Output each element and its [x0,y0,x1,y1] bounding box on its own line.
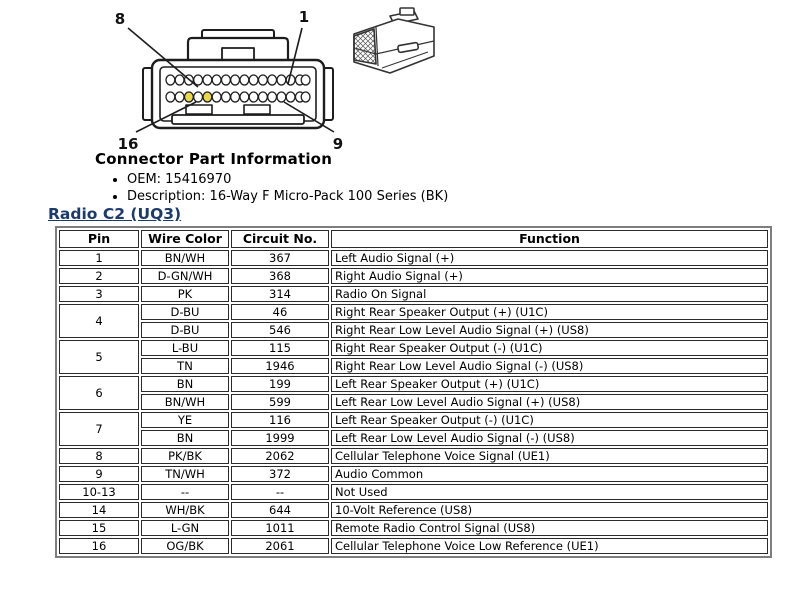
table-header-row [59,230,768,248]
wire-color-cell: L-GN [141,520,229,536]
oem-number: • OEM: 15416970 [127,172,448,187]
wire-color-cell: TN [141,358,229,374]
connector-description: • Description: 16-Way F Micro-Pack 100 Series (BK) [127,189,448,204]
circuit-no-cell: 314 [231,286,329,302]
pin-cell: 7 [59,412,139,446]
circuit-no-cell: 1999 [231,430,329,446]
table-row [59,304,768,320]
wire-color-cell: BN [141,376,229,392]
radio-connector-title: Radio C2 (UQ3) [48,205,182,223]
header-function: Function [331,230,768,248]
circuit-no-cell: 2062 [231,448,329,464]
table-row [59,466,768,482]
pin-cell: 9 [59,466,139,482]
connector-front-view-diagram [98,2,348,154]
pinout-table [55,226,772,558]
function-cell: Radio On Signal [331,286,768,302]
function-cell: Left Rear Speaker Output (+) (U1C) [331,376,768,392]
function-cell: Left Rear Low Level Audio Signal (-) (US8) [331,430,768,446]
function-cell: Left Rear Speaker Output (-) (U1C) [331,412,768,428]
function-cell: Left Rear Low Level Audio Signal (+) (US8) [331,394,768,410]
function-cell: Not Used [331,484,768,500]
circuit-no-cell: 116 [231,412,329,428]
function-cell: Right Audio Signal (+) [331,268,768,284]
function-cell: Right Rear Low Level Audio Signal (+) (US8) [331,322,768,338]
circuit-no-cell: 644 [231,502,329,518]
table-row [59,538,768,554]
table-row [59,286,768,302]
pin-callout-16: 16 [117,135,139,153]
table-row [59,340,768,356]
table-row [59,358,768,374]
circuit-no-cell: 2061 [231,538,329,554]
circuit-no-cell: 599 [231,394,329,410]
table-row [59,430,768,446]
function-cell: Remote Radio Control Signal (US8) [331,520,768,536]
function-cell: Audio Common [331,466,768,482]
highlighted-terminal [203,92,212,102]
table-row [59,448,768,464]
table-row [59,412,768,428]
function-cell: Right Rear Low Level Audio Signal (-) (US8) [331,358,768,374]
function-cell: Right Rear Speaker Output (-) (U1C) [331,340,768,356]
function-cell: Right Rear Speaker Output (+) (U1C) [331,304,768,320]
circuit-no-cell: 1946 [231,358,329,374]
wire-color-cell: WH/BK [141,502,229,518]
pin-cell: 3 [59,286,139,302]
pin-callout-1: 1 [298,8,310,26]
function-cell: Cellular Telephone Voice Signal (UE1) [331,448,768,464]
circuit-no-cell: 46 [231,304,329,320]
pin-cell: 1 [59,250,139,266]
function-cell: Left Audio Signal (+) [331,250,768,266]
circuit-no-cell: 372 [231,466,329,482]
table-row [59,376,768,392]
wire-color-cell: PK [141,286,229,302]
pin-cell: 6 [59,376,139,410]
pin-cell: 16 [59,538,139,554]
connector-info-title: Connector Part Information [95,150,333,168]
wire-color-cell: TN/WH [141,466,229,482]
wire-color-cell: D-BU [141,304,229,320]
connector-isometric-icon [338,6,443,78]
table-row [59,322,768,338]
circuit-no-cell: 546 [231,322,329,338]
header-wire-color: Wire Color [141,230,229,248]
circuit-no-cell: 1011 [231,520,329,536]
table-row [59,520,768,536]
wire-color-cell: BN [141,430,229,446]
table-row [59,502,768,518]
highlighted-terminal [185,92,194,102]
pin-cell: 14 [59,502,139,518]
table-row [59,268,768,284]
wire-color-cell: BN/WH [141,394,229,410]
circuit-no-cell: -- [231,484,329,500]
table-row [59,250,768,266]
wire-color-cell: L-BU [141,340,229,356]
pin-cell: 8 [59,448,139,464]
wire-color-cell: BN/WH [141,250,229,266]
function-cell: 10-Volt Reference (US8) [331,502,768,518]
wire-color-cell: YE [141,412,229,428]
table-row [59,484,768,500]
pin-cell: 10-13 [59,484,139,500]
circuit-no-cell: 368 [231,268,329,284]
function-cell: Cellular Telephone Voice Low Reference (UE1) [331,538,768,554]
circuit-no-cell: 199 [231,376,329,392]
header-pin: Pin [59,230,139,248]
pin-cell: 2 [59,268,139,284]
circuit-no-cell: 367 [231,250,329,266]
connector-info-list [95,172,448,204]
wire-color-cell: OG/BK [141,538,229,554]
header-circuit-no: Circuit No. [231,230,329,248]
pin-cell: 15 [59,520,139,536]
circuit-no-cell: 115 [231,340,329,356]
table-row [59,394,768,410]
wire-color-cell: D-BU [141,322,229,338]
wire-color-cell: D-GN/WH [141,268,229,284]
pin-callout-8: 8 [114,10,126,28]
pin-cell: 5 [59,340,139,374]
pin-callout-9: 9 [332,135,344,153]
wire-color-cell: -- [141,484,229,500]
connector-part-information [95,150,448,206]
pin-cell: 4 [59,304,139,338]
wire-color-cell: PK/BK [141,448,229,464]
